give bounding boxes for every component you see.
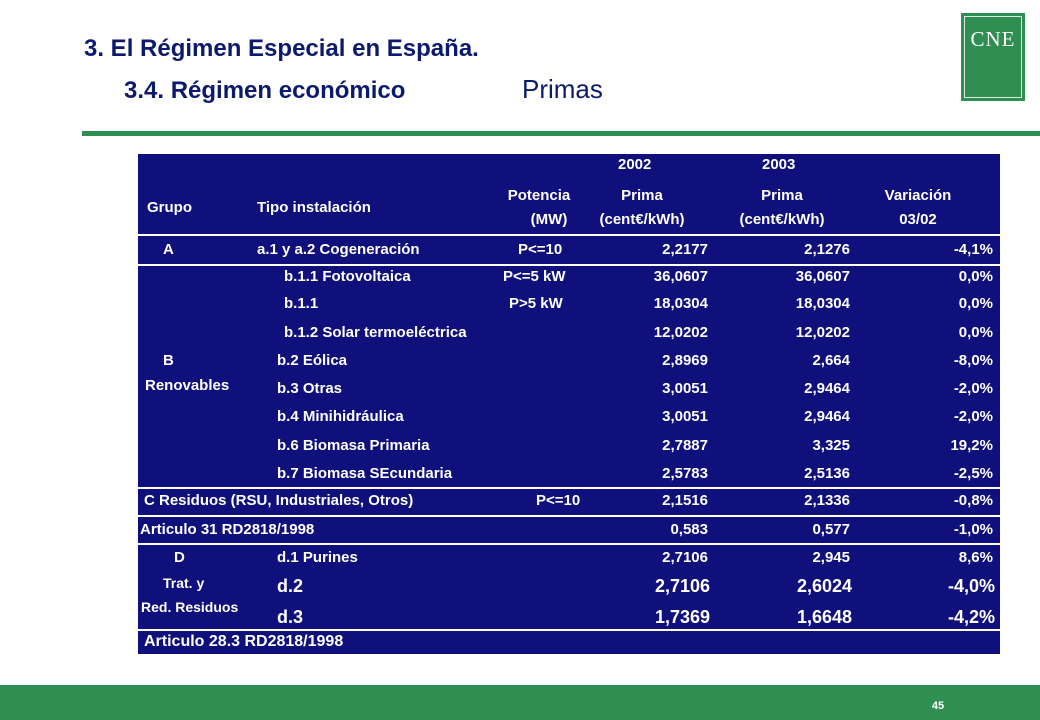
primas-table [138,154,1000,654]
group-b-sublabel: Renovables [145,377,230,394]
group-d-label: D [174,549,185,566]
group-c-prima-2003: 2,1336 [804,492,850,509]
table-row-prima-2002: 2,8969 [662,352,708,369]
table-row-prima-2003: 1,6648 [796,607,852,627]
separator [138,234,1000,236]
slide-title: 3. El Régimen Especial en España. [84,35,479,62]
group-c-prima-2002: 2,1516 [662,492,708,509]
table-row-variacion: -4,0% [947,576,995,596]
table-row-prima-2003: 3,325 [812,437,850,454]
table-row-tipo: b.6 Biomasa Primaria [277,437,430,454]
slide-subtitle: 3.4. Régimen económico [124,77,406,104]
slide-subtitle-suffix: Primas [522,74,603,104]
table-row-tipo: b.1.1 [284,295,319,312]
group-a-prima-2002: 2,2177 [662,241,708,258]
separator [138,515,1000,517]
cne-logo [961,13,1025,101]
table-row-tipo: d.2 [277,576,304,596]
group-a-tipo: a.1 y a.2 Cogeneración [257,241,420,258]
header-potencia-unit: (MW) [530,211,568,228]
table-row-prima-2003: 18,0304 [795,295,850,312]
group-c-potencia: P<=10 [536,492,581,509]
group-c-label: C Residuos (RSU, Industriales, Otros) [144,492,414,509]
articulo-28-label: Articulo 28.3 RD2818/1998 [144,633,344,650]
table-row-tipo: b.1.1 Fotovoltaica [284,268,411,285]
table-row-tipo: b.1.2 Solar termoeléctrica [284,324,467,341]
group-c-variacion: -0,8% [953,492,993,509]
group-a-variacion: -4,1% [953,241,993,258]
table-row-prima-2002: 36,0607 [653,268,708,285]
table-row-potencia: P<=5 kW [503,268,566,285]
header-prima-2003: Prima [761,187,803,204]
table-row-prima-2002: 3,0051 [662,380,708,397]
header-variacion: Variación [884,187,952,204]
header-prima-2002: Prima [621,187,663,204]
header-year-2002: 2002 [618,156,652,173]
table-row-prima-2002: 2,5783 [662,465,708,482]
header-prima-2003-unit: (cent€/kWh) [739,211,825,228]
group-a-potencia: P<=10 [518,241,563,258]
table-row-prima-2002: 2,7106 [654,576,710,596]
table-row-variacion: 0,0% [958,295,993,312]
title-rule [82,131,1040,136]
table-row-variacion: 19,2% [950,437,993,454]
table-row-potencia: P>5 kW [509,295,563,312]
group-b-label: B [163,352,174,369]
page-number: 45 [931,700,945,712]
table-row-prima-2003: 2,5136 [804,465,850,482]
group-a-label: A [163,241,174,258]
table-row-variacion: -4,2% [947,607,995,627]
table-row-prima-2003: 2,945 [812,549,850,566]
group-d-sublabel: Red. Residuos [141,599,239,615]
table-row-variacion: -2,5% [953,465,993,482]
table-row-prima-2002: 12,0202 [653,324,708,341]
table-row-variacion: -2,0% [953,408,993,425]
group-a-prima-2003: 2,1276 [804,241,850,258]
table-row-prima-2003: 2,9464 [804,408,850,425]
table-row-variacion: 8,6% [958,549,993,566]
header-year-2003: 2003 [762,156,796,173]
header-potencia: Potencia [507,187,571,204]
table-row-variacion: -8,0% [953,352,993,369]
table-row-tipo: d.3 [277,607,304,627]
separator [138,487,1000,489]
table-row-prima-2003: 2,6024 [796,576,852,596]
table-row-tipo: b.4 Minihidráulica [277,408,404,425]
articulo-31-label: Articulo 31 RD2818/1998 [140,521,315,538]
table-row-tipo: d.1 Purines [277,549,358,566]
table-row-prima-2002: 18,0304 [653,295,708,312]
logo-text: CNE [970,27,1016,51]
header-grupo: Grupo [147,199,192,216]
table-row-variacion: -2,0% [953,380,993,397]
table-row-tipo: b.3 Otras [277,380,343,397]
table-row-prima-2003: 2,9464 [804,380,850,397]
table-row-tipo: b.2 Eólica [277,352,348,369]
articulo-31-prima-2002: 0,583 [670,521,708,538]
group-d-sublabel: Trat. y [163,575,205,591]
articulo-31-prima-2003: 0,577 [812,521,850,538]
articulo-31-variacion: -1,0% [953,521,993,538]
table-row-variacion: 0,0% [958,268,993,285]
table-row-prima-2002: 2,7887 [662,437,708,454]
table-row-tipo: b.7 Biomasa SEcundaria [277,465,453,482]
separator [138,264,1000,266]
table-row-prima-2002: 1,7369 [654,607,710,627]
table-row-variacion: 0,0% [958,324,993,341]
header-variacion-sub: 03/02 [899,211,937,228]
header-tipo: Tipo instalación [257,199,371,216]
footer-bar [0,685,1040,720]
table-row-prima-2002: 2,7106 [662,549,708,566]
table-row-prima-2003: 12,0202 [795,324,850,341]
table-row-prima-2003: 2,664 [812,352,850,369]
header-prima-2002-unit: (cent€/kWh) [599,211,685,228]
separator [138,629,1000,631]
table-row-prima-2002: 3,0051 [662,408,708,425]
table-row-prima-2003: 36,0607 [795,268,850,285]
separator [138,543,1000,545]
